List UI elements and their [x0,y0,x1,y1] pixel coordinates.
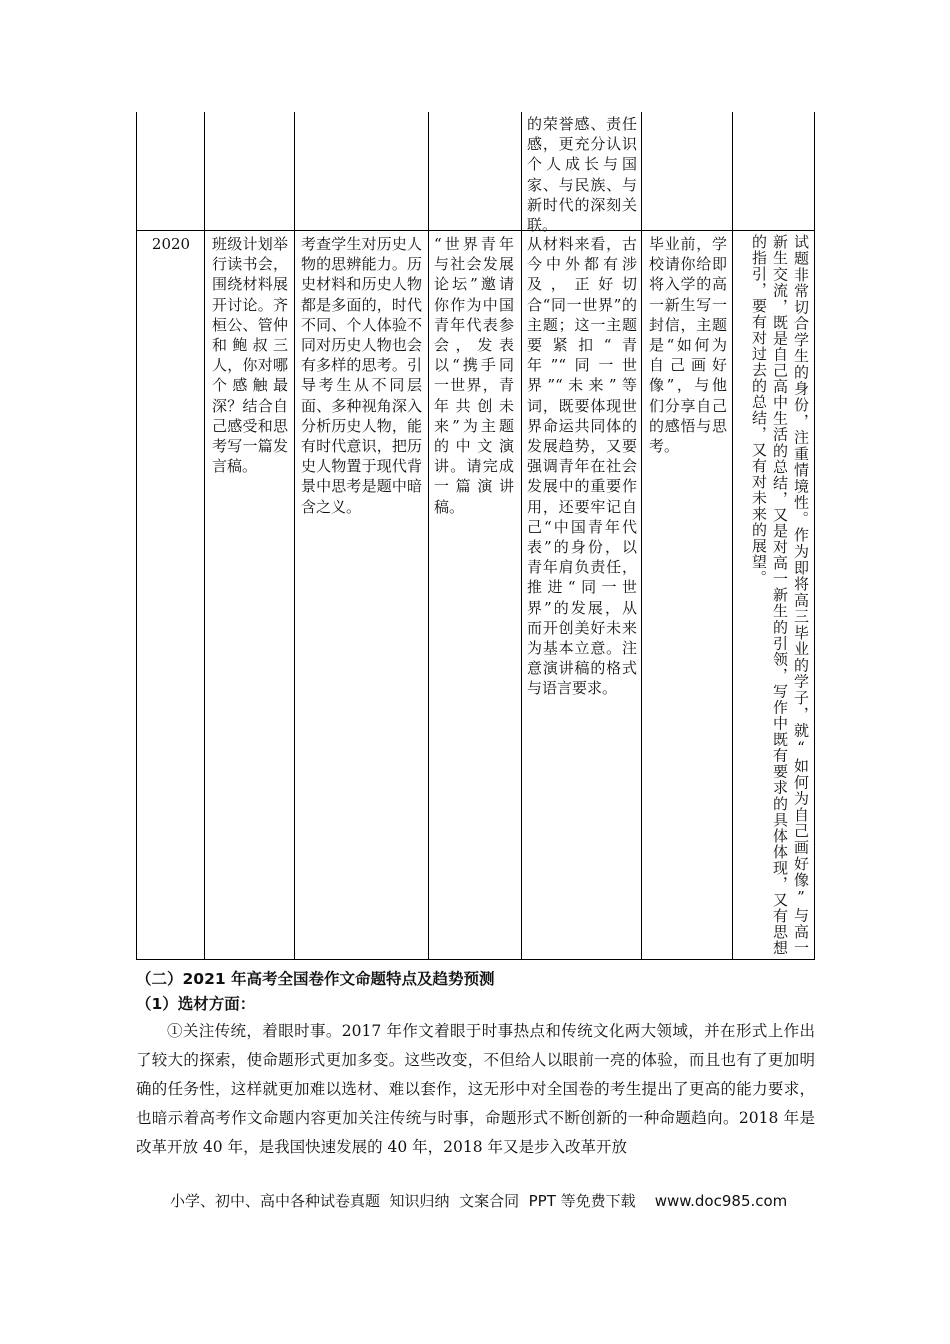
footer-url[interactable]: www.doc985.com [654,1192,788,1210]
table-cell-year: 2020 [151,235,191,253]
table-cell-analysis-3: 试题非常切合学生的身份，注重情境性。作为即将高三毕业的学子，就“如何为自己画好像”与高一新生交流，既是自己高中生活的总结，又是对高一新生的引领，写作中既有要求的具体体现，又有思想的指引，要有对过去的总结，又有对未来的展望。 [750,234,810,956]
footer-ad-text: 小学、初中、高中各种试卷真题 知识归纳 文案合同 PPT 等免费下载 [170,1192,636,1210]
table-cell-topic: 班级计划举行读书会，围绕材料展开讨论。齐桓公、管仲和鲍叔三人，你对哪个感触最深？结合自己感受和思考写一篇发言稿。 [212,235,288,476]
subsection-heading: （1）选材方面： [136,995,256,1013]
body-paragraph: ①关注传统，着眼时事。2017 年作文着眼于时事热点和传统文化两大领域，并在形式上作出了较大的探索，使命题形式更加多变。这些改变，不但给人以眼前一亮的体验，而且也有了更加明确的任务性，这样就更加难以选材、难以套作，这无形中对全国卷的考生提出了更高的能力要求，也暗示着高考作文命题内容更加关注传统与时事，命题形式不断创新的一种命题趋向。2018 年是改革开放 40 年，是我国快速发展的 40 年，2018 年又是步入改革开放 [136,1022,815,1156]
table-cell-topic-3: 毕业前，学校请你给即将入学的高一新生写一封信，主题是“如何为自己画好像”，与他们分享自己的感悟与思考。 [649,235,727,456]
page-footer [170,1190,787,1211]
table-cell-analysis: 考查学生对历史人物的思辨能力。历史材料和历史人物都是多面的，时代不同、个人体验不同对历史人物也会有多样的思考。引导考生从不同层面、多种视角深入分析历史人物，能有时代意识，把历史人物置于现代背景中思考是题中暗含之义。 [301,235,422,516]
exam-essay-table [136,112,815,960]
table-cell-analysis-2: 从材料来看，古今中外都有涉及，正好切合“同一世界”的主题；这一主题要紧扣“青年”“同一世界”“未来”等词，既要体现世界命运共同体的发展趋势，又要强调青年在社会发展中的重要作用，还要牢记自己“中国青年代表”的身份，以青年肩负责任，推进“同一世界”的发展，从而开创美好未来为基本立意。注意演讲稿的格式与语言要求。 [527,235,637,698]
section-heading: （二）2021 年高考全国卷作文命题特点及趋势预测 [136,970,495,988]
table-cell-continued-analysis: 的荣誉感、责任感，更充分认识个人成长与国家、与民族、与新时代的深刻关联。 [527,115,637,235]
table-cell-topic-2: “世界青年与社会发展论坛”邀请你作为中国青年代表参会，发表以“携手同一世界，青年共创未来”为主题的中文演讲。请完成一篇演讲稿。 [434,235,514,516]
